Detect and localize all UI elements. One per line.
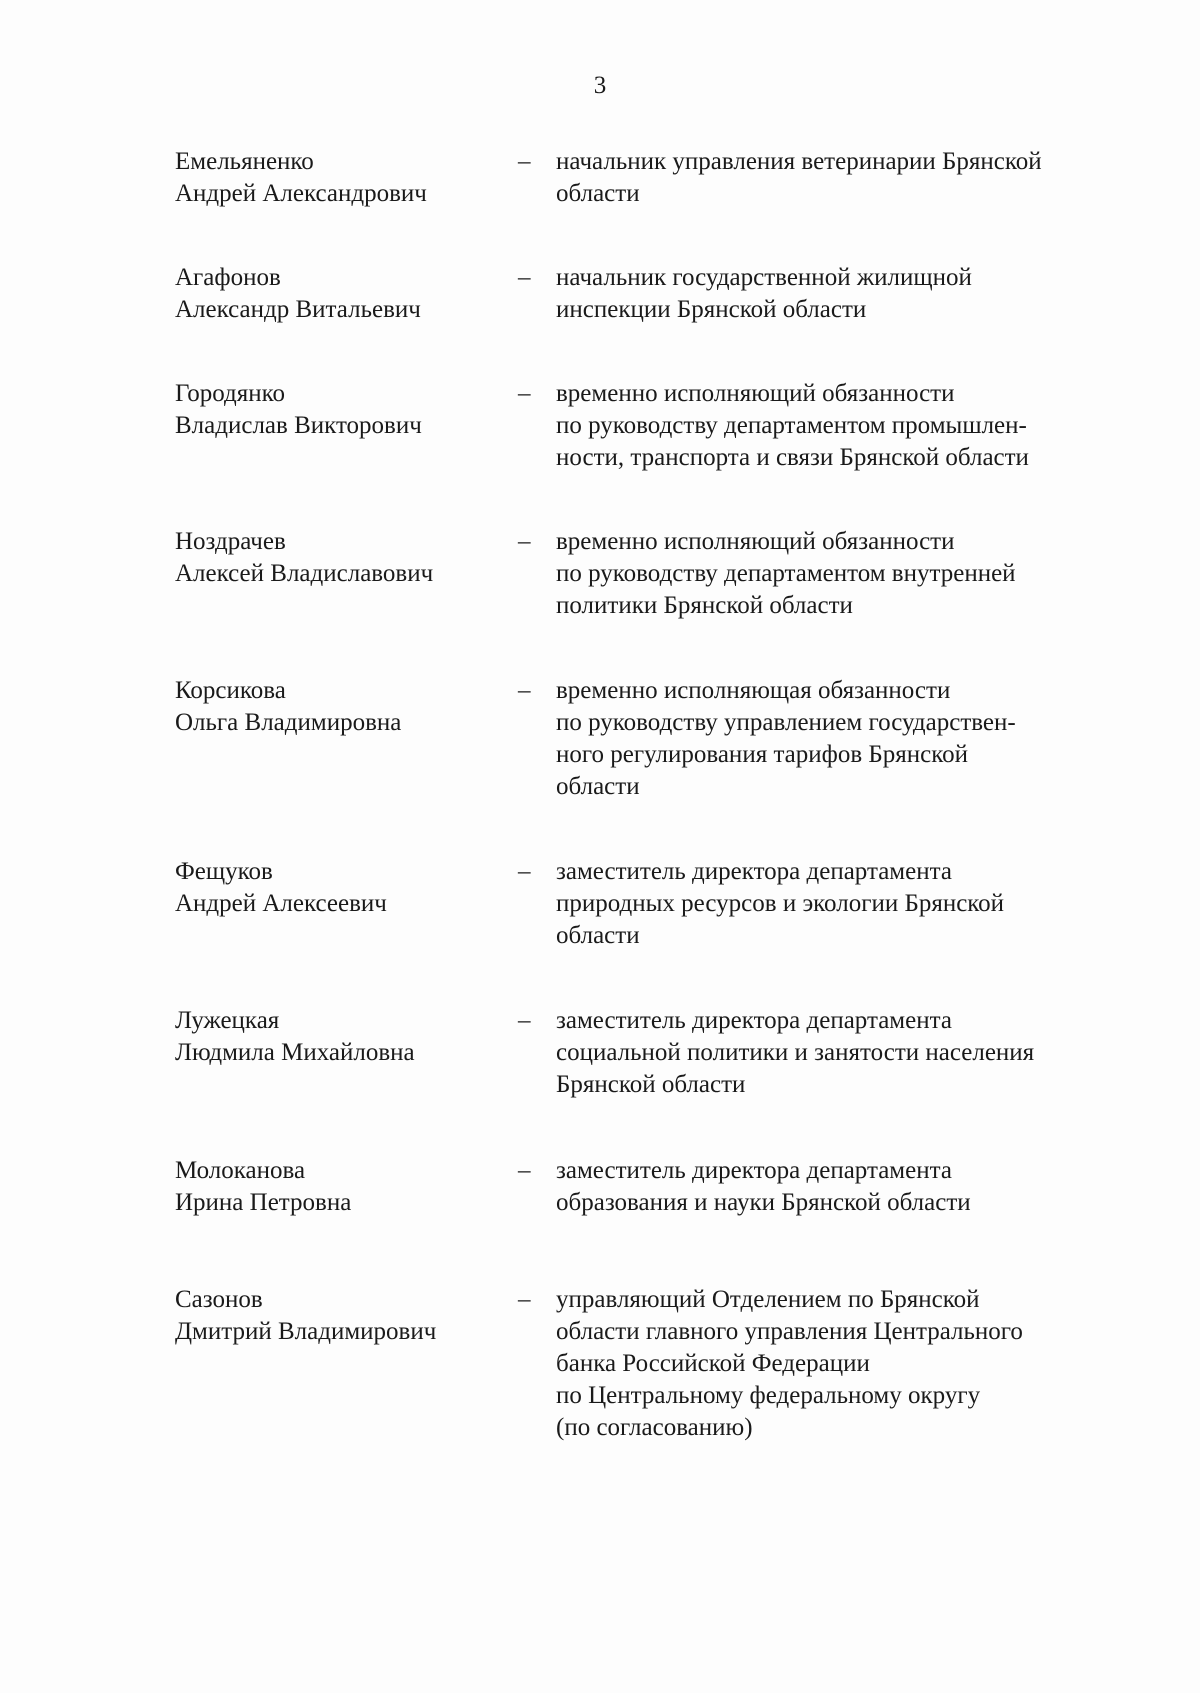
member-given-names: Алексей Владиславович bbox=[175, 560, 434, 587]
dash-separator: – bbox=[518, 148, 531, 175]
member-name bbox=[175, 1155, 495, 1219]
member-name bbox=[175, 378, 495, 442]
member-position bbox=[556, 856, 1116, 952]
position-line: ного регулирования тарифов Брянской bbox=[556, 741, 968, 768]
position-line: заместитель директора департамента bbox=[556, 1157, 952, 1184]
member-given-names: Владислав Викторович bbox=[175, 412, 422, 439]
dash-separator: – bbox=[518, 858, 531, 885]
member-surname: Емельяненко bbox=[175, 148, 314, 175]
position-line: Брянской области bbox=[556, 1071, 746, 1098]
position-line: по руководству управлением государствен- bbox=[556, 709, 1016, 736]
position-line: временно исполняющий обязанности bbox=[556, 528, 955, 555]
member-position bbox=[556, 146, 1116, 210]
member-surname: Агафонов bbox=[175, 264, 281, 291]
position-line: банка Российской Федерации bbox=[556, 1350, 870, 1377]
member-name bbox=[175, 1005, 495, 1069]
position-line: социальной политики и занятости населения bbox=[556, 1039, 1035, 1066]
member-name bbox=[175, 146, 495, 210]
member-name bbox=[175, 675, 495, 739]
position-line: области bbox=[556, 773, 640, 800]
member-name bbox=[175, 856, 495, 920]
member-given-names: Дмитрий Владимирович bbox=[175, 1318, 437, 1345]
position-line: природных ресурсов и экологии Брянской bbox=[556, 890, 1005, 917]
member-name bbox=[175, 262, 495, 326]
position-line: по руководству департаментом внутренней bbox=[556, 560, 1016, 587]
member-position bbox=[556, 378, 1116, 474]
dash-separator: – bbox=[518, 528, 531, 555]
dash-separator: – bbox=[518, 380, 531, 407]
position-line: (по согласованию) bbox=[556, 1414, 753, 1441]
position-line: области bbox=[556, 922, 640, 949]
dash-separator: – bbox=[518, 677, 531, 704]
member-given-names: Ольга Владимировна bbox=[175, 709, 402, 736]
member-surname: Молоканова bbox=[175, 1157, 306, 1184]
position-line: заместитель директора департамента bbox=[556, 858, 952, 885]
position-line: начальник государственной жилищной bbox=[556, 264, 972, 291]
position-line: управляющий Отделением по Брянской bbox=[556, 1286, 980, 1313]
member-surname: Сазонов bbox=[175, 1286, 263, 1313]
position-line: области bbox=[556, 180, 640, 207]
member-given-names: Людмила Михайловна bbox=[175, 1039, 415, 1066]
member-name bbox=[175, 526, 495, 590]
member-given-names: Андрей Александрович bbox=[175, 180, 427, 207]
member-given-names: Андрей Алексеевич bbox=[175, 890, 387, 917]
member-surname: Фещуков bbox=[175, 858, 273, 885]
position-line: временно исполняющая обязанности bbox=[556, 677, 951, 704]
member-position bbox=[556, 1155, 1116, 1219]
member-surname: Городянко bbox=[175, 380, 286, 407]
position-line: ности, транспорта и связи Брянской области bbox=[556, 444, 1029, 471]
member-position bbox=[556, 675, 1116, 803]
dash-separator: – bbox=[518, 264, 531, 291]
member-surname: Ноздрачев bbox=[175, 528, 286, 555]
member-position bbox=[556, 1005, 1116, 1101]
member-name bbox=[175, 1284, 495, 1348]
position-line: области главного управления Центрального bbox=[556, 1318, 1023, 1345]
member-surname: Лужецкая bbox=[175, 1007, 280, 1034]
member-given-names: Александр Витальевич bbox=[175, 296, 421, 323]
position-line: по руководству департаментом промышлен- bbox=[556, 412, 1027, 439]
position-line: политики Брянской области bbox=[556, 592, 853, 619]
position-line: по Центральному федеральному округу bbox=[556, 1382, 981, 1409]
position-line: образования и науки Брянской области bbox=[556, 1189, 971, 1216]
position-line: инспекции Брянской области bbox=[556, 296, 867, 323]
dash-separator: – bbox=[518, 1286, 531, 1313]
member-position bbox=[556, 262, 1116, 326]
member-given-names: Ирина Петровна bbox=[175, 1189, 352, 1216]
member-surname: Корсикова bbox=[175, 677, 286, 704]
dash-separator: – bbox=[518, 1157, 531, 1184]
dash-separator: – bbox=[518, 1007, 531, 1034]
page-number: 3 bbox=[593, 72, 607, 99]
member-position bbox=[556, 526, 1116, 622]
position-line: временно исполняющий обязанности bbox=[556, 380, 955, 407]
member-position bbox=[556, 1284, 1116, 1444]
position-line: начальник управления ветеринарии Брянской bbox=[556, 148, 1042, 175]
position-line: заместитель директора департамента bbox=[556, 1007, 952, 1034]
